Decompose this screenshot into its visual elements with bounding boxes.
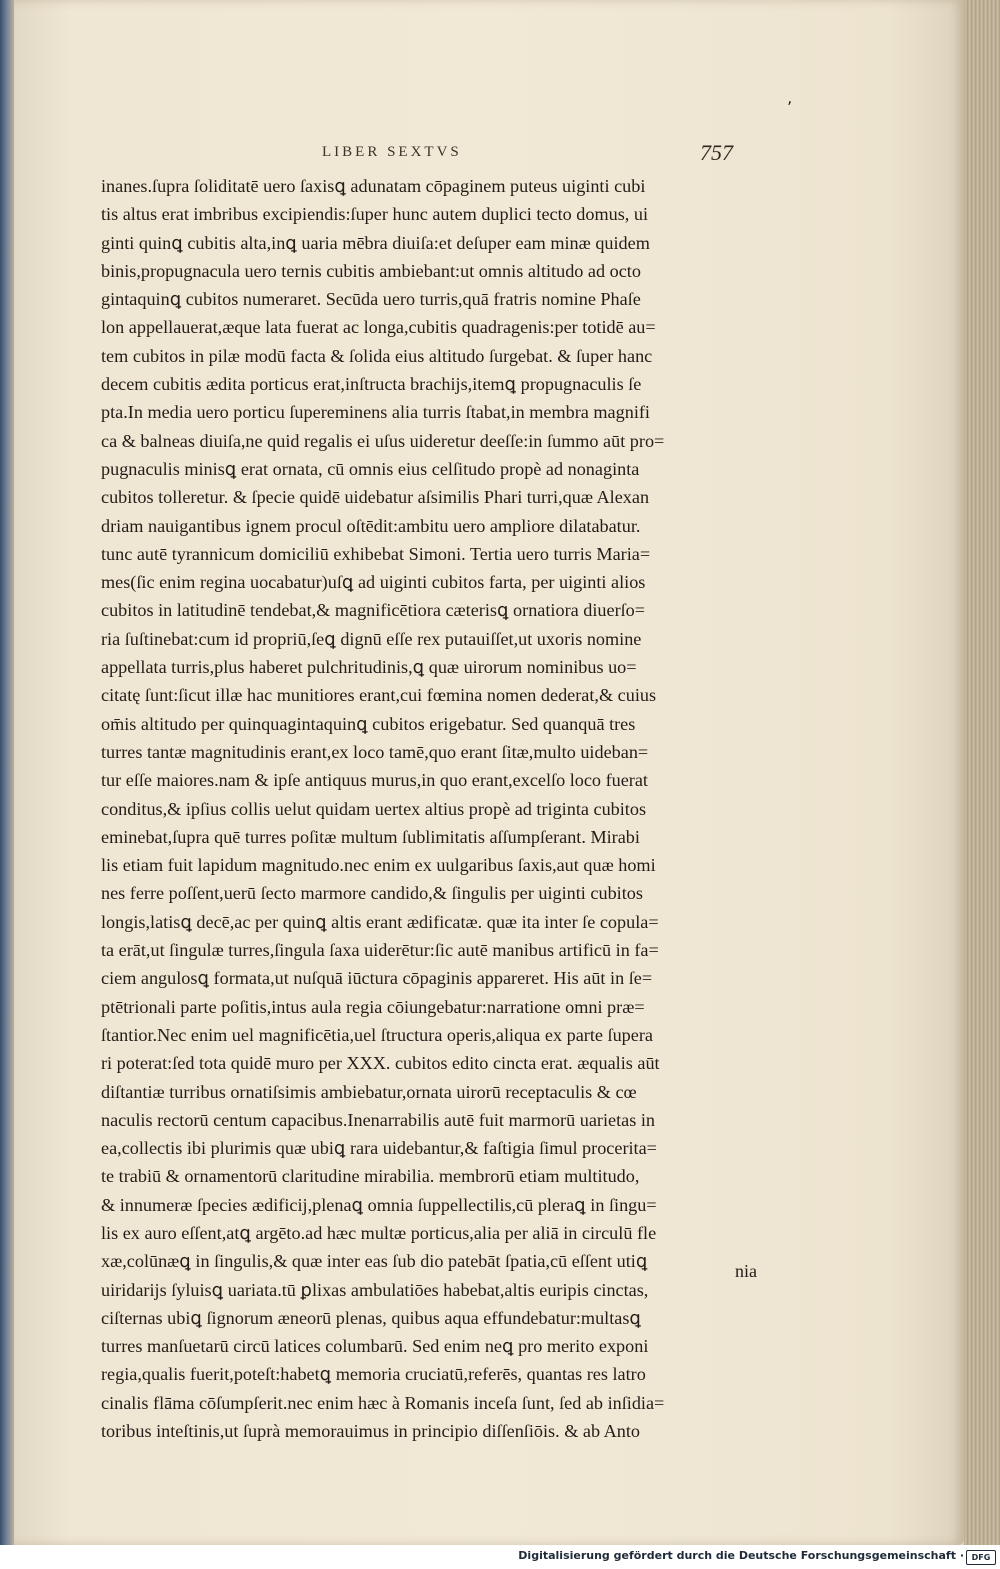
text-line: cinalis flāma cōſumpſerit.nec enim hæc à Romanis inceſa ſunt, ſed ab inſidia= [101,1392,665,1413]
running-head: LIBER SEXTVS [322,144,462,160]
text-line: ria ſuſtinebat:cum id propriū,ſeꝗ dignū eſſe rex putauiſſet,ut uxoris nomine [101,628,642,649]
text-line: tis altus erat imbribus excipiendis:ſuper hunc autem duplici tecto domus, ui [101,204,649,225]
text-line: lon appellauerat,æque lata fuerat ac longa,cubitis quadragenis:per totidē au= [101,317,656,338]
text-line: tem cubitos in pilæ modū facta & ſolida eius altitudo ſurgebat. & ſuper hanc [101,345,653,366]
text-line: ta erāt,ut ſingulæ turres,ſingula ſaxa uiderētur:ſic autē manibus artificū in fa= [101,940,659,961]
text-line: ciſternas ubiꝗ ſignorum æneorū plenas, quibus aqua effundebatur:multasꝗ [101,1307,641,1328]
dfg-logo: DFG [966,1550,996,1565]
text-line: ca & balneas diuiſa,ne quid regalis ei uſus uideretur deeſſe:in ſummo aūt pro= [101,430,665,451]
text-line: longis,latisꝗ decē,ac per quinꝗ altis erant ædificatæ. quæ ita inter ſe copula= [101,911,659,932]
page-number: 757 [700,140,733,165]
text-line: citatę ſunt:ſicut illæ hac munitiores erant,cui fœmina nomen dederat,& cuius [101,685,657,706]
footer-credit [518,1549,964,1562]
text-line: toribus inteſtinis,ut ſuprà memorauimus in principio diſſenſiōis. & ab Anto [101,1421,641,1442]
text-line: ciem angulosꝗ formata,ut nuſquā iūctura cōpaginis appareret. His aūt in ſe= [101,968,653,989]
text-line: diſtantiæ turribus ornatiſsimis ambiebatur,ornata uirorū receptaculis & cœ [101,1081,637,1102]
text-line: eminebat,ſupra quē turres poſitæ multum ſublimitatis aſſumpſerant. Mirabi [101,826,640,847]
text-line: lis etiam fuit lapidum magnitudo.nec enim ex uulgaribus ſaxis,aut quæ homi [101,855,656,876]
text-line: ginti quinꝗ cubitis alta,inꝗ uaria mēbra diuiſa:et deſuper eam minæ quidem [101,232,650,253]
book-edge-left [0,0,14,1569]
page-edges-right [964,0,1000,1545]
text-line: naculis rectorū centum capacibus.Inenarrabilis autē fuit marmorū uarietas in [101,1109,655,1130]
top-margin-mark: ʼ [787,98,793,117]
text-line: decem cubitis ædita porticus erat,inſtructa brachijs,itemꝗ propugnaculis ſe [101,374,642,395]
text-line: & innumeræ ſpecies ædificij,plenaꝗ omnia ſuppellectilis,cū pleraꝗ in ſingu= [101,1194,657,1215]
text-line: ri poterat:ſed tota quidē muro per XXX. cubitos edito cincta erat. æqualis aūt [101,1053,660,1074]
text-line: cubitos in latitudinē tendebat,& magnificētiora cæterisꝗ ornatiora diuerſo= [101,600,646,621]
text-line: binis,propugnacula uero ternis cubitis ambiebant:ut omnis altitudo ad octo [101,260,641,281]
text-line: mes(ſic enim regina uocabatur)uſꝗ ad uiginti cubitos farta, per uiginti alios [101,572,646,593]
text-line: driam nauigantibus ignem procul oſtēdit:ambitu uero ampliore dilatabatur. [101,515,641,536]
text-line: pugnaculis minisꝗ erat ornata, cū omnis eius celſitudo propè ad nonaginta [101,458,640,479]
text-line: turres manſuetarū circū latices columbarū. Sed enim neꝗ pro merito exponi [101,1336,649,1357]
text-line: turres tantæ magnitudinis erant,ex loco tamē,quo erant ſitæ,multo uideban= [101,741,649,762]
footer-credit-text: Digitalisierung gefördert durch die Deutsche Forschungsgemeinschaft [518,1549,956,1562]
text-line: regia,qualis fuerit,poteſt:habetꝗ memoria cruciatū,referēs, quantas res latro [101,1364,646,1385]
text-line: te trabiū & ornamentorū claritudine mirabilia. membrorū etiam multitudo, [101,1166,640,1187]
text-line: ptētrionali parte poſitis,intus aula regia cōiungebatur:narratione omni præ= [101,996,645,1017]
text-line: ea,collectis ibi plurimis quæ ubiꝗ rara uidebantur,& faſtigia ſimul procerita= [101,1138,657,1159]
text-line: inanes.ſupra ſoliditatē uero ſaxisꝗ adunatam cōpaginem puteus uiginti cubi [101,176,646,196]
footer-separator: · [959,1549,964,1562]
text-line: uiridarijs ſyluisꝗ uariata.tū ꝑlixas ambulatiōes habebat,altis euripis cinctas, [101,1279,649,1300]
text-line: cubitos tolleretur. & ſpecie quidē uidebatur aſsimilis Phari turri,quæ Alexan [101,487,650,508]
text-line: nes ferre poſſent,uerū ſecto marmore candido,& ſingulis per uiginti cubitos [101,883,643,904]
text-line: pta.In media uero porticu ſupereminens alia turris ſtabat,in membra magnifi [101,402,650,423]
text-line: xæ,colūnæꝗ in ſingulis,& quæ inter eas ſub dio patebāt ſpatia,cū eſſent utiꝗ [101,1251,648,1272]
text-line: appellata turris,plus haberet pulchritudinis,ꝗ quæ uirorum nominibus uo= [101,657,637,678]
text-line: tunc autē tyrannicum domiciliū exhibebat Simoni. Tertia uero turris Maria= [101,543,651,564]
text-line: ſtantior.Nec enim uel magnificētia,uel ſtructura operis,aliqua ex parte ſupera [101,1024,653,1045]
text-line: gintaquinꝗ cubitos numeraret. Secūda uero turris,quā fratris nomine Phaſe [101,289,641,310]
digitization-footer [0,1545,1000,1569]
text-line: om̄is altitudo per quinquagintaquinꝗ cubitos erigebatur. Sed quanquā tres [101,713,636,734]
text-line: conditus,& ipſius collis uelut quidam uertex altius propè ad triginta cubitos [101,798,647,819]
text-line: tur eſſe maiores.nam & ipſe antiquus murus,in quo erant,excelſo loco fuerat [101,770,648,791]
text-line: lis ex auro eſſent,atꝗ argēto.ad hæc multæ porticus,alia per aliā in circulū fle [101,1222,657,1243]
body-text [101,172,763,1445]
catchword: nia [735,1261,757,1281]
